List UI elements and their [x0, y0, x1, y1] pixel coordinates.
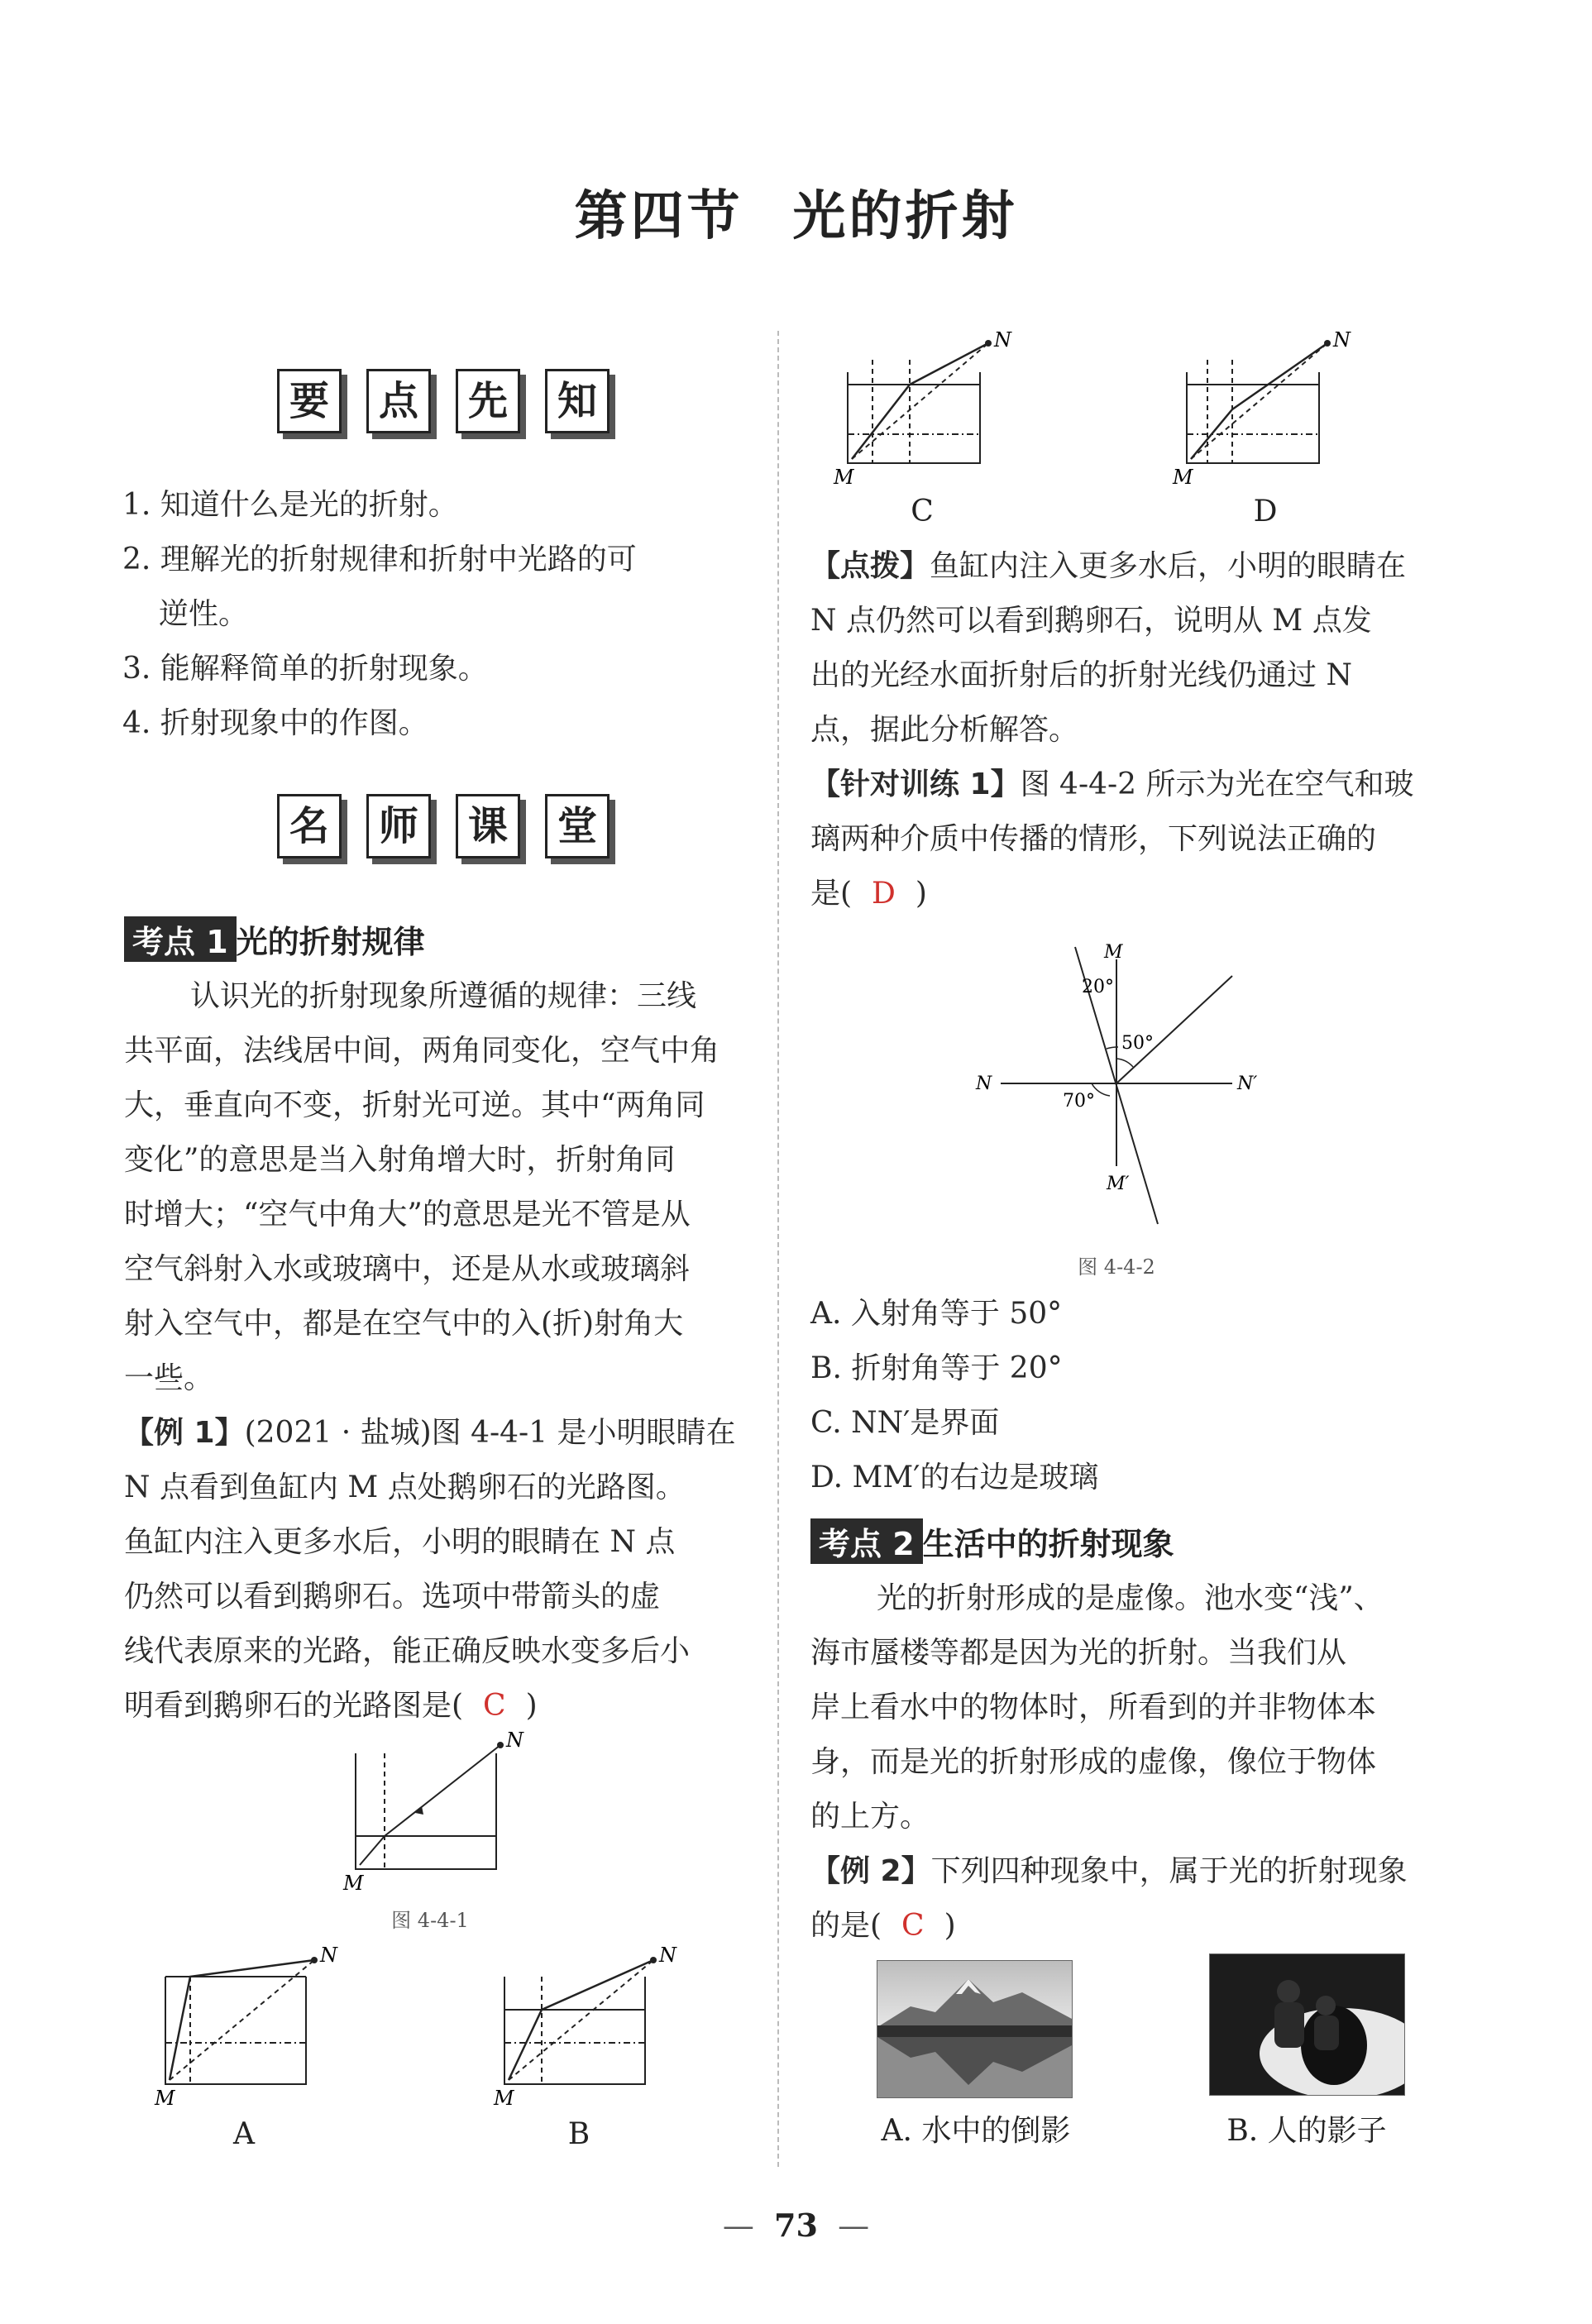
text-line: 海市蜃楼等都是因为光的折射。当我们从	[810, 1636, 1347, 1670]
text-line: 的是(	[810, 1909, 882, 1943]
answer-d: D	[872, 877, 896, 911]
person-2-head	[1316, 1996, 1336, 2016]
text-line: 岸上看水中的物体时，所看到的并非物体本	[810, 1690, 1377, 1724]
kaodian-2-heading	[810, 1518, 1174, 1564]
label-n: N	[1333, 328, 1351, 351]
text-line: 空气斜射入水或玻璃中，还是从水或玻璃斜	[124, 1252, 691, 1286]
kaodian-title: 光的折射规律	[236, 924, 425, 960]
title-part2: 光的折射	[792, 186, 1018, 247]
figure-4-4-2	[959, 926, 1274, 1241]
text-line: 仍然可以看到鹅卵石。选项中带箭头的虚	[124, 1580, 661, 1614]
kaodian-1-text	[124, 969, 761, 1406]
objectives-list	[122, 478, 759, 751]
kaodian-2-text	[810, 1571, 1439, 1844]
label-n: N	[659, 1944, 676, 1967]
page-number: — 73 —	[722, 2207, 870, 2244]
text-line: 明看到鹅卵石的光路图是(	[124, 1689, 464, 1723]
training-1-choices	[810, 1287, 1439, 1505]
person-1-body	[1274, 2002, 1304, 2048]
option-a-label: A	[233, 2117, 255, 2151]
label-70: 70°	[1063, 1091, 1095, 1112]
text-line: )	[944, 1909, 956, 1943]
eye-point	[311, 1957, 318, 1963]
text-line: (2021 · 盐城)图 4-4-1 是小明眼睛在	[244, 1416, 736, 1450]
objective-item: 逆性。	[159, 597, 249, 631]
label-n: N	[320, 1944, 337, 1967]
text-line: 鱼缸内注入更多水后，小明的眼睛在 N 点	[124, 1525, 676, 1559]
eye-point	[650, 1957, 657, 1963]
label-m: M	[155, 2087, 175, 2109]
training-1	[810, 758, 1439, 921]
figure-caption: 图 4-4-1	[391, 1909, 469, 1932]
training-tag: 【针对训练 1】	[810, 767, 1021, 801]
text-line: N 点看到鱼缸内 M 点处鹅卵石的光路图。	[124, 1470, 686, 1504]
option-c-label: C	[911, 495, 934, 528]
text-line: 变化”的意思是当入射角增大时，折射角同	[124, 1143, 676, 1177]
tree-line	[877, 2025, 1072, 2037]
tank-outline	[848, 372, 980, 463]
kaodian-tag: 考点 2	[810, 1518, 923, 1564]
section-heading-key-points	[277, 369, 610, 433]
label-50: 50°	[1121, 1033, 1154, 1054]
text-line: 下列四种现象中，属于光的折射现象	[930, 1854, 1408, 1888]
text-line: 一些。	[124, 1361, 214, 1395]
text-line: 时增大；“空气中角大”的意思是光不管是从	[124, 1198, 691, 1231]
example-1	[124, 1406, 761, 1733]
angle-arc-50	[1116, 1059, 1133, 1067]
answer-c: C	[901, 1909, 925, 1943]
tank-outline	[504, 1977, 645, 2084]
label-n: N	[506, 1729, 523, 1752]
kaodian-1-heading	[124, 916, 425, 962]
text-line: 出的光经水面折射后的折射光线仍通过 N	[810, 658, 1352, 692]
answer-c: C	[483, 1689, 506, 1723]
text-line: 点，据此分析解答。	[810, 713, 1079, 747]
section-heading-teacher-class	[277, 794, 610, 858]
old-light-path	[170, 1960, 314, 2080]
option-c-diagram	[827, 327, 1025, 492]
label-m: M	[1104, 942, 1123, 963]
heading-char: 要	[277, 369, 342, 433]
text-line: 大，垂直向不变，折射光可逆。其中“两角同	[124, 1088, 705, 1122]
label-m: M	[1173, 466, 1193, 489]
option-d-label: D	[1253, 495, 1278, 528]
eye-point	[1324, 340, 1331, 347]
label-n-prime: N′	[1237, 1074, 1258, 1094]
text-line: )	[915, 877, 927, 911]
photo-a-label: A. 水中的倒影	[881, 2114, 1071, 2148]
kaodian-title: 生活中的折射现象	[922, 1526, 1174, 1562]
photo-mountain-reflection	[877, 1960, 1073, 2098]
figure-4-4-1	[331, 1729, 529, 1894]
example-tag: 【例 2】	[810, 1854, 931, 1888]
kaodian-tag: 考点 1	[124, 916, 237, 962]
option-b-label: B	[567, 2117, 590, 2151]
text-line: N 点仍然可以看到鹅卵石，说明从 M 点发	[810, 604, 1372, 638]
text-line: 认识光的折射现象所遵循的规律：三线	[190, 979, 697, 1013]
title-part1: 第四节	[574, 186, 743, 247]
heading-char: 师	[366, 794, 431, 858]
photo-b-label: B. 人的影子	[1226, 2114, 1387, 2148]
label-m: M	[494, 2087, 514, 2109]
light-path	[360, 1745, 500, 1865]
option-b-diagram	[484, 1944, 682, 2109]
person-1-head	[1277, 1980, 1300, 2003]
text-line: )	[525, 1689, 538, 1723]
old-light-path	[1191, 343, 1327, 459]
hint-block	[810, 539, 1439, 758]
ray-2	[1116, 976, 1232, 1083]
option-d-diagram	[1166, 327, 1365, 492]
text-line: 射入空气中，都是在空气中的入(折)射角大	[124, 1307, 684, 1341]
new-light-path	[1191, 343, 1327, 459]
eye-point	[985, 340, 992, 347]
objective-item: 2. 理解光的折射规律和折射中光路的可	[122, 543, 637, 576]
photo-shadow	[1209, 1953, 1405, 2096]
label-n: N	[994, 328, 1011, 351]
page-title	[0, 174, 1592, 250]
tank-outline	[356, 1753, 496, 1869]
heading-char: 知	[545, 369, 610, 433]
figure-caption: 图 4-4-2	[1078, 1255, 1155, 1279]
label-20: 20°	[1082, 977, 1114, 997]
label-m: M	[834, 466, 854, 489]
text-line: 身，而是光的折射形成的虚像，像位于物体	[810, 1745, 1377, 1779]
objective-item: 3. 能解释简单的折射现象。	[122, 652, 488, 686]
text-line: 是(	[810, 877, 853, 911]
column-divider	[777, 331, 779, 2167]
option-a-diagram	[145, 1944, 343, 2109]
example-tag: 【例 1】	[124, 1416, 245, 1450]
text-line: 图 4-4-2 所示为光在空气和玻	[1020, 767, 1414, 801]
heading-char: 点	[366, 369, 431, 433]
heading-char: 名	[277, 794, 342, 858]
choice-d: D. MM′的右边是玻璃	[810, 1461, 1099, 1494]
eye-point	[497, 1742, 504, 1748]
objective-item: 1. 知道什么是光的折射。	[122, 488, 458, 522]
text-line: 光的折射形成的是虚像。池水变“浅”、	[877, 1581, 1384, 1615]
heading-char: 堂	[545, 794, 610, 858]
example-2	[810, 1844, 1439, 1953]
hint-tag: 【点拨】	[810, 549, 930, 583]
old-light-path	[509, 1960, 653, 2080]
choice-c: C. NN′是界面	[810, 1406, 1000, 1440]
text-line: 璃两种介质中传播的情形，下列说法正确的	[810, 822, 1377, 856]
heading-char: 课	[456, 794, 520, 858]
text-line: 的上方。	[810, 1800, 930, 1834]
label-m: M	[343, 1872, 364, 1894]
text-line: 鱼缸内注入更多水后，小明的眼睛在	[930, 549, 1407, 583]
choice-b: B. 折射角等于 20°	[810, 1351, 1063, 1385]
text-line: 线代表原来的光路，能正确反映水变多后小	[124, 1634, 691, 1668]
page-number-value: 73	[774, 2207, 818, 2244]
heading-char: 先	[456, 369, 520, 433]
label-m-prime: M′	[1107, 1174, 1130, 1194]
person-2-body	[1314, 2016, 1339, 2050]
text-line: 共平面，法线居中间，两角同变化，空气中角	[124, 1034, 720, 1068]
choice-a: A. 入射角等于 50°	[810, 1297, 1063, 1331]
objective-item: 4. 折射现象中的作图。	[122, 706, 428, 740]
label-n: N	[976, 1074, 992, 1094]
